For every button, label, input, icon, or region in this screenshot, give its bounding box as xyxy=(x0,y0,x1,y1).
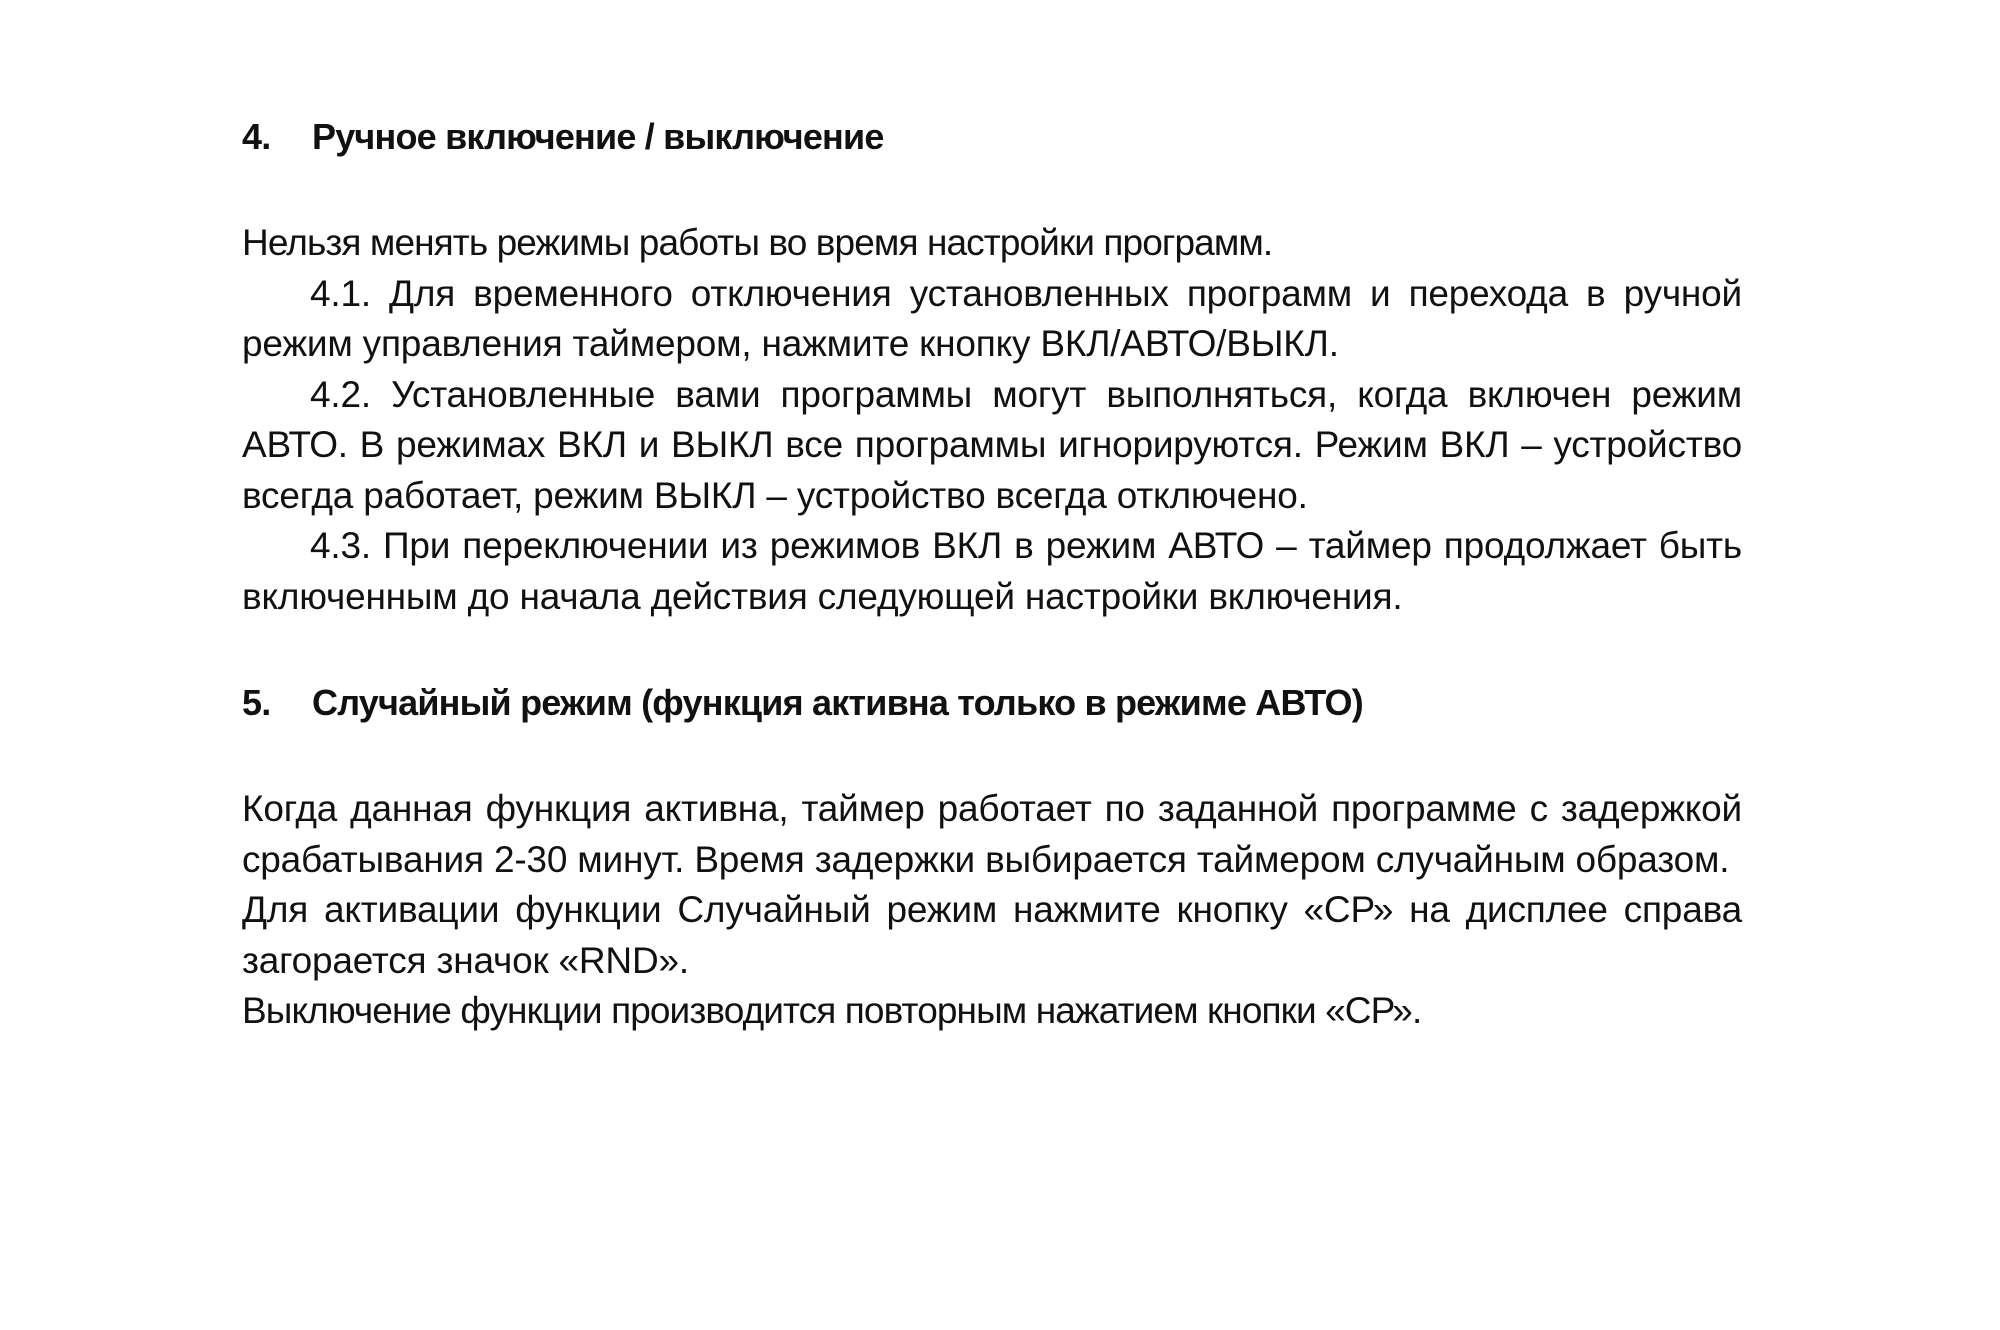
manual-page xyxy=(242,108,1742,1037)
section-4-intro: Нельзя менять режимы работы во время настройки программ. xyxy=(242,222,1273,263)
section-4-item-4-1: 4.1. Для временного отключения установленных программ и перехода в ручной режим управления таймером, нажмите кнопку ВКЛ/АВТО/ВЫКЛ. xyxy=(242,272,1742,364)
section-4-item-4-2: 4.2. Установленные вами программы могут выполняться, когда включен режим АВТО. В режимах ВКЛ и ВЫКЛ все программы игнорируются. Режим ВКЛ – устройство всегда работает, режим ВЫКЛ – устройство всегда отключено. xyxy=(242,373,1742,516)
section-5-paragraph-activation: Для активации функции Случайный режим нажмите кнопку «СР» на дисплее справа загорается значок «RND». xyxy=(242,889,1742,981)
section-4-heading xyxy=(242,112,1742,162)
section-5-paragraph-deactivation: Выключение функции производится повторным нажатием кнопки «СР». xyxy=(242,990,1422,1031)
section-5-number: 5. xyxy=(242,682,271,723)
section-4-number: 4. xyxy=(242,116,271,157)
section-4-item-4-3: 4.3. При переключении из режимов ВКЛ в режим АВТО – таймер продолжает быть включенным до начала действия следующей настройки включения. xyxy=(242,525,1742,617)
section-4-title: Ручное включение / выключение xyxy=(312,116,884,157)
section-5-heading xyxy=(242,678,1742,728)
section-5-paragraph-delay: Когда данная функция активна, таймер работает по заданной программе с задержкой срабатывания 2-30 минут. Время задержки выбирается таймером случайным образом. xyxy=(242,788,1742,880)
section-5-title: Случайный режим (функция активна только в режиме АВТО) xyxy=(312,682,1363,723)
